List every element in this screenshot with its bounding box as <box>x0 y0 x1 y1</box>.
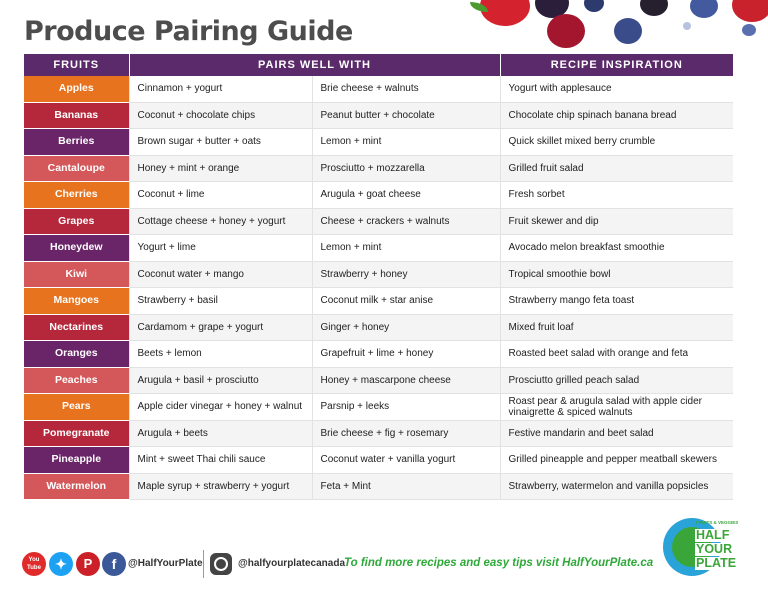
table-row <box>24 76 733 102</box>
recipe-cell: Mixed fruit loaf <box>500 314 733 341</box>
pairing-cell: Arugula + beets <box>129 420 312 447</box>
fruit-name-cell: Grapes <box>24 208 129 235</box>
pairing-cell: Prosciutto + mozzarella <box>312 155 500 182</box>
table-row <box>24 341 733 368</box>
recipe-cell: Prosciutto grilled peach salad <box>500 367 733 394</box>
fruit-name-cell: Pomegranate <box>24 420 129 447</box>
twitter-icon[interactable]: ✦ <box>49 552 73 576</box>
pairing-cell: Apple cider vinegar + honey + walnut <box>129 394 312 421</box>
pairing-cell: Maple syrup + strawberry + yogurt <box>129 473 312 500</box>
logo-tagline: FRUITS & VEGGIES <box>696 520 739 525</box>
table-row <box>24 394 733 421</box>
fruit-name-cell: Watermelon <box>24 473 129 500</box>
blueberry-image <box>683 22 691 30</box>
pairing-cell: Brie cheese + walnuts <box>312 76 500 102</box>
table-row <box>24 155 733 182</box>
pairing-cell: Coconut water + vanilla yogurt <box>312 447 500 474</box>
pairing-cell: Coconut + chocolate chips <box>129 102 312 129</box>
table-row <box>24 367 733 394</box>
table-row <box>24 288 733 315</box>
table-row <box>24 420 733 447</box>
header-pairs-well-with: PAIRS WELL WITH <box>129 54 500 76</box>
footer <box>22 550 662 578</box>
half-your-plate-logo <box>663 516 743 578</box>
table-row <box>24 129 733 156</box>
footer-divider <box>203 550 204 578</box>
pairing-cell: Arugula + basil + prosciutto <box>129 367 312 394</box>
recipe-cell: Fresh sorbet <box>500 182 733 209</box>
pairing-cell: Mint + sweet Thai chili sauce <box>129 447 312 474</box>
fruit-name-cell: Honeydew <box>24 235 129 262</box>
pairing-cell: Cottage cheese + honey + yogurt <box>129 208 312 235</box>
recipe-cell: Chocolate chip spinach banana bread <box>500 102 733 129</box>
pairing-cell: Yogurt + lime <box>129 235 312 262</box>
recipe-cell: Yogurt with applesauce <box>500 76 733 102</box>
fruit-name-cell: Pears <box>24 394 129 421</box>
pairing-cell: Ginger + honey <box>312 314 500 341</box>
table-header-row <box>24 54 733 76</box>
instagram-handle[interactable]: @halfyourplatecanada <box>238 558 346 569</box>
pairing-cell: Brie cheese + fig + rosemary <box>312 420 500 447</box>
strawberry-image <box>480 0 530 26</box>
fruit-name-cell: Cantaloupe <box>24 155 129 182</box>
blueberry-image <box>584 0 604 12</box>
recipe-cell: Grilled fruit salad <box>500 155 733 182</box>
pairing-cell: Coconut water + mango <box>129 261 312 288</box>
logo-line-plate: PLATE <box>696 556 737 570</box>
recipe-cell: Grilled pineapple and pepper meatball skewers <box>500 447 733 474</box>
page-title: Produce Pairing Guide <box>24 16 353 47</box>
pairing-cell: Coconut milk + star anise <box>312 288 500 315</box>
pairing-cell: Beets + lemon <box>129 341 312 368</box>
recipe-cell: Strawberry mango feta toast <box>500 288 733 315</box>
pairing-cell: Strawberry + honey <box>312 261 500 288</box>
table-row <box>24 182 733 209</box>
pairing-table <box>24 54 733 500</box>
recipe-cell: Strawberry, watermelon and vanilla popsicles <box>500 473 733 500</box>
pairing-cell: Lemon + mint <box>312 235 500 262</box>
recipe-cell: Fruit skewer and dip <box>500 208 733 235</box>
fruit-name-cell: Peaches <box>24 367 129 394</box>
fruit-name-cell: Kiwi <box>24 261 129 288</box>
table-row <box>24 447 733 474</box>
pairing-cell: Feta + Mint <box>312 473 500 500</box>
table-row <box>24 261 733 288</box>
pairing-cell: Coconut + lime <box>129 182 312 209</box>
pairing-cell: Cinnamon + yogurt <box>129 76 312 102</box>
logo-line-your: YOUR <box>696 542 733 556</box>
recipe-cell: Tropical smoothie bowl <box>500 261 733 288</box>
pairing-cell: Peanut butter + chocolate <box>312 102 500 129</box>
pairing-cell: Arugula + goat cheese <box>312 182 500 209</box>
table-row <box>24 235 733 262</box>
recipe-cell: Festive mandarin and beet salad <box>500 420 733 447</box>
header-fruits: FRUITS <box>24 54 129 76</box>
table-row <box>24 102 733 129</box>
youtube-icon[interactable]: You Tube <box>22 552 46 576</box>
blueberry-image <box>742 24 756 36</box>
table-row <box>24 208 733 235</box>
pairing-cell: Honey + mint + orange <box>129 155 312 182</box>
pinterest-icon[interactable]: P <box>76 552 100 576</box>
fruit-name-cell: Pineapple <box>24 447 129 474</box>
pairing-cell: Strawberry + basil <box>129 288 312 315</box>
table-row <box>24 473 733 500</box>
pairing-cell: Cheese + crackers + walnuts <box>312 208 500 235</box>
pairing-cell: Cardamom + grape + yogurt <box>129 314 312 341</box>
recipe-cell: Roasted beet salad with orange and feta <box>500 341 733 368</box>
pairing-cell: Honey + mascarpone cheese <box>312 367 500 394</box>
facebook-icon[interactable]: f <box>102 552 126 576</box>
cherry-image <box>547 14 585 48</box>
fruit-name-cell: Berries <box>24 129 129 156</box>
fruit-name-cell: Mangoes <box>24 288 129 315</box>
raspberry-image <box>732 0 768 22</box>
header-recipe-inspiration: RECIPE INSPIRATION <box>500 54 733 76</box>
blueberry-image <box>614 18 642 44</box>
blackberry-image <box>640 0 668 16</box>
pairing-cell: Brown sugar + butter + oats <box>129 129 312 156</box>
recipe-cell: Roast pear & arugula salad with apple cider vinaigrette & spiced walnuts <box>500 394 733 421</box>
twitter-handle[interactable]: @HalfYourPlate <box>128 558 203 569</box>
fruit-name-cell: Oranges <box>24 341 129 368</box>
pairing-cell: Lemon + mint <box>312 129 500 156</box>
fruit-name-cell: Nectarines <box>24 314 129 341</box>
website-cta[interactable]: To find more recipes and easy tips visit HalfYourPlate.ca <box>344 557 654 569</box>
fruit-name-cell: Cherries <box>24 182 129 209</box>
recipe-cell: Avocado melon breakfast smoothie <box>500 235 733 262</box>
fruit-name-cell: Bananas <box>24 102 129 129</box>
pairing-cell: Grapefruit + lime + honey <box>312 341 500 368</box>
fruit-name-cell: Apples <box>24 76 129 102</box>
recipe-cell: Quick skillet mixed berry crumble <box>500 129 733 156</box>
blueberry-image <box>690 0 718 18</box>
instagram-icon[interactable] <box>210 553 232 575</box>
pairing-cell: Parsnip + leeks <box>312 394 500 421</box>
logo-line-half: HALF <box>696 528 730 542</box>
table-row <box>24 314 733 341</box>
